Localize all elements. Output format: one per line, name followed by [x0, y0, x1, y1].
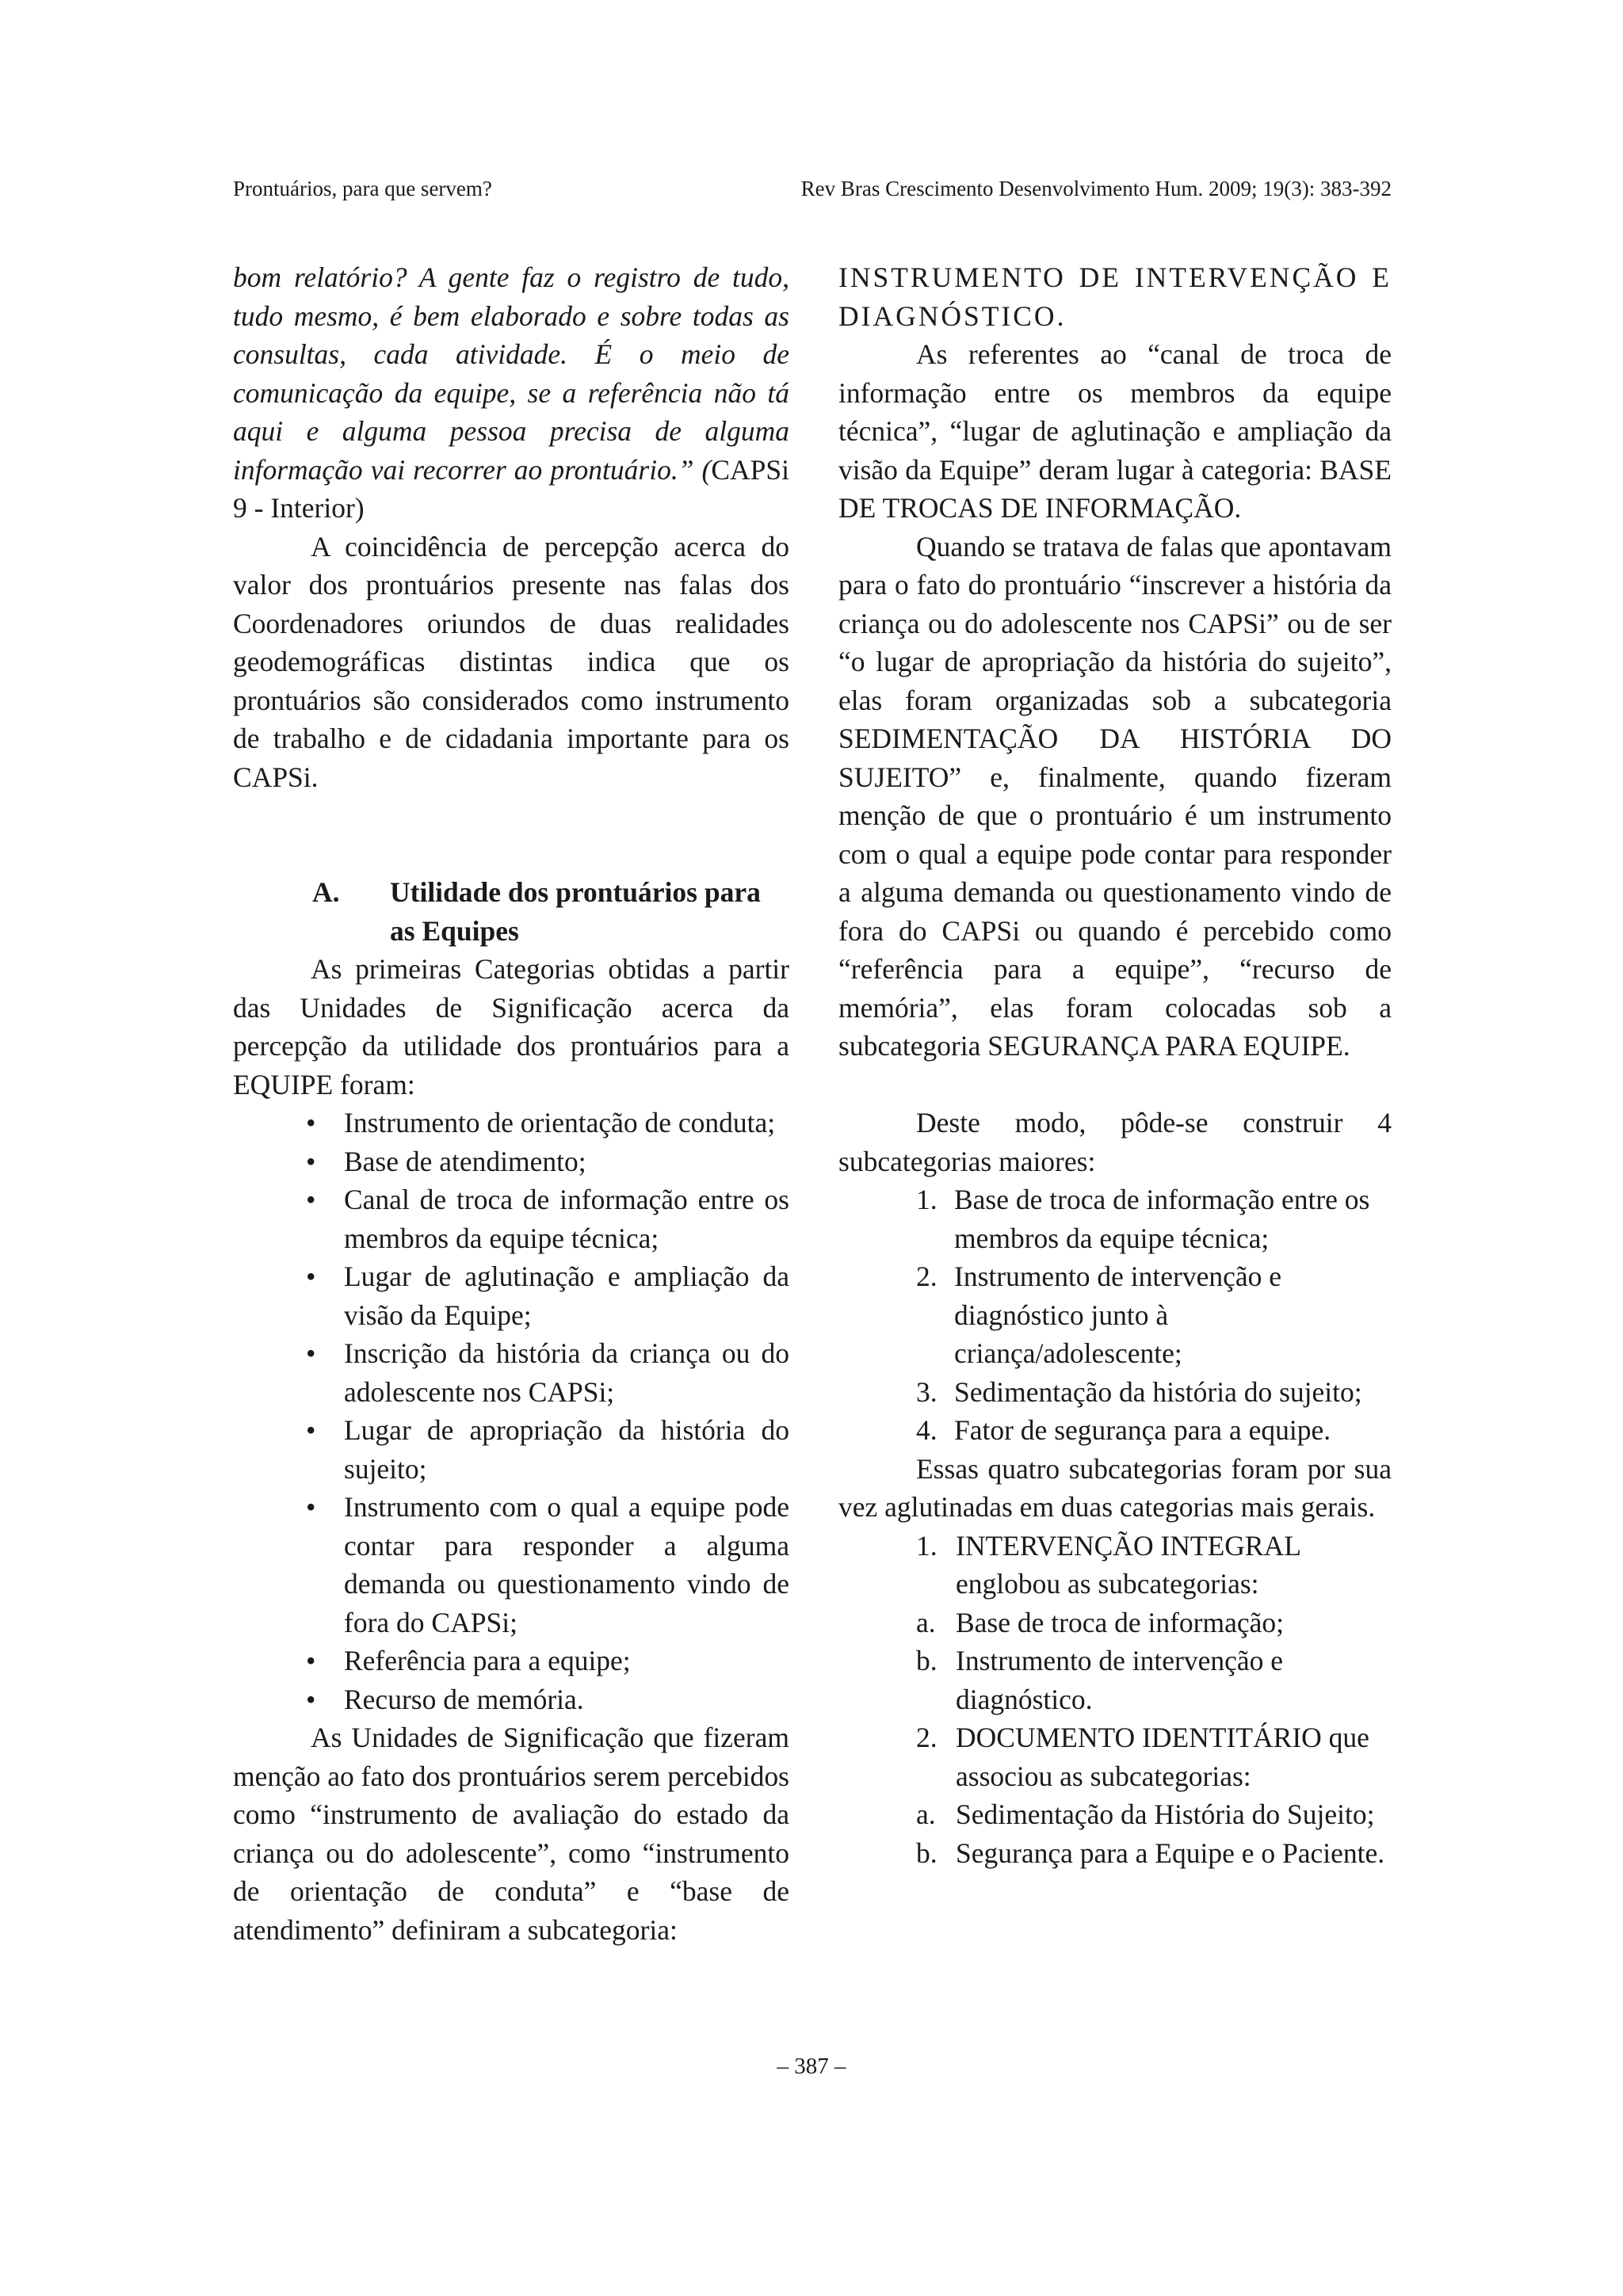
list-item-text: Instrumento de intervenção e diagnóstico. — [956, 1645, 1284, 1715]
list-item — [916, 1257, 1392, 1373]
body-paragraph: As Unidades de Significação que fizeram menção ao fato dos prontuários serem percebidos como “instrumento de avaliação do estado da criança ou do adolescente”, como “instrumento de orientação de conduta” e “base de atendimento” definiram a subcategoria: — [233, 1722, 789, 1946]
quote-text: bom relatório? A gente faz o registro de tudo, tudo mesmo, é bem elaborado e sobre todas as consultas, cada atividade. É o meio de comunicação da equipe, se a referência não tá aqui e alguma pessoa precisa de alguma informação vai recorrer ao prontuário.” ( — [233, 261, 789, 486]
section-title: Utilidade dos prontuários para as Equipes — [390, 876, 761, 947]
bullet-icon: • — [306, 1261, 316, 1292]
list-item-text: Lugar de aglutinação e ampliação da visão da Equipe; — [344, 1261, 789, 1331]
list-item — [916, 1604, 1392, 1642]
list-item-text: Instrumento com o qual a equipe pode contar para responder a alguma demanda ou questionamento vindo de fora do CAPSi; — [344, 1491, 789, 1638]
list-number: 3. — [916, 1375, 938, 1408]
section-heading — [312, 873, 789, 950]
categories-groups-list — [916, 1527, 1392, 1873]
list-item-text: Referência para a equipe; — [344, 1645, 631, 1676]
list-number: 1. — [916, 1184, 938, 1215]
page-number: – 387 – — [777, 2054, 846, 2079]
list-item — [916, 1411, 1392, 1450]
list-marker: a. — [916, 1606, 936, 1638]
list-item — [306, 1180, 789, 1257]
list-item — [306, 1334, 789, 1411]
body-paragraph: Deste modo, pôde-se construir 4 subcategorias maiores: — [838, 1107, 1392, 1177]
list-item — [306, 1257, 789, 1334]
right-column — [838, 258, 1392, 1872]
list-item-text: Inscrição da história da criança ou do adolescente nos CAPSi; — [344, 1337, 789, 1408]
list-item-text: Sedimentação da História do Sujeito; — [956, 1798, 1375, 1830]
list-item-text: Recurso de memória. — [344, 1683, 584, 1715]
list-item-text: Segurança para a Equipe e o Paciente. — [956, 1836, 1385, 1869]
bullet-icon: • — [306, 1184, 316, 1215]
list-item — [916, 1373, 1392, 1412]
list-item — [916, 1180, 1392, 1257]
list-item — [306, 1411, 789, 1488]
running-header — [233, 173, 1392, 204]
list-marker: 2. — [916, 1722, 938, 1753]
list-item — [306, 1642, 789, 1680]
bullet-icon: • — [306, 1107, 316, 1138]
list-item-text: INTERVENÇÃO INTEGRAL englobou as subcategorias: — [956, 1529, 1300, 1600]
body-paragraph: As primeiras Categorias obtidas a partir das Unidades de Significação acerca da percepção da utilidade dos prontuários para a EQUIPE foram: — [233, 953, 789, 1100]
list-item-text: Instrumento de intervenção e diagnóstico junto à criança/adolescente; — [954, 1261, 1282, 1369]
list-item — [916, 1527, 1392, 1604]
list-number: 2. — [916, 1261, 938, 1292]
list-item-text: DOCUMENTO IDENTITÁRIO que associou as subcategorias: — [956, 1722, 1369, 1792]
list-number: 4. — [916, 1414, 938, 1446]
list-item — [916, 1795, 1392, 1834]
list-item — [916, 1834, 1392, 1873]
section-letter: A. — [312, 876, 340, 908]
list-item — [916, 1718, 1392, 1795]
body-paragraph: Essas quatro subcategorias foram por sua vez aglutinadas em duas categorias mais gerais. — [838, 1452, 1392, 1523]
bullet-icon: • — [306, 1491, 316, 1523]
list-item-text: Base de atendimento; — [344, 1145, 586, 1177]
list-item-text: Canal de troca de informação entre os membros da equipe técnica; — [344, 1184, 789, 1254]
list-item — [306, 1104, 789, 1142]
body-paragraph: A coincidência de percepção acerca do valor dos prontuários presente nas falas dos Coordenadores oriundos de duas realidades geodemográficas distintas indica que os prontuários são considerados como instrumento de trabalho e de cidadania importante para os CAPSi. — [233, 530, 789, 793]
list-item — [916, 1642, 1392, 1718]
bullet-icon: • — [306, 1683, 316, 1715]
list-item — [306, 1680, 789, 1719]
quote-source: CAPSi 9 - Interior) — [233, 453, 789, 524]
subcategories-list — [916, 1180, 1392, 1450]
categories-list — [306, 1104, 789, 1718]
list-item — [306, 1142, 789, 1181]
list-item-text: Fator de segurança para a equipe. — [954, 1414, 1331, 1446]
list-marker: a. — [916, 1798, 936, 1830]
subcategory-heading: INSTRUMENTO DE INTERVENÇÃO E DIAGNÓSTICO. — [838, 261, 1392, 332]
header-article-title: Prontuários, para que servem? — [233, 177, 492, 200]
body-paragraph: As referentes ao “canal de troca de informação entre os membros da equipe técnica”, “lugar de aglutinação e ampliação da visão da Equipe” deram lugar à categoria: BASE DE TROCAS DE INFORMAÇÃO. — [838, 338, 1392, 524]
bullet-icon: • — [306, 1645, 316, 1676]
list-marker: b. — [916, 1645, 938, 1676]
bullet-icon: • — [306, 1414, 316, 1446]
list-item-text: Instrumento de orientação de conduta; — [344, 1107, 776, 1138]
list-marker: b. — [916, 1836, 938, 1869]
list-item — [306, 1488, 789, 1642]
body-paragraph: Quando se tratava de falas que apontavam para o fato do prontuário “inscrever a história da criança ou do adolescente nos CAPSi” ou de ser “o lugar de apropriação da história do sujeito”, elas foram organizadas sob a subcategoria SEDIMENTAÇÃO DA HISTÓRIA DO SUJEITO” e, finalmente, quando fizeram menção de que o prontuário é um instrumento com o qual a equipe pode contar para responder a alguma demanda ou questionamento vindo de fora do CAPSi ou quando é percebido como “referência para a equipe”, “recurso de memória”, elas foram colocadas sob a subcategoria SEGURANÇA PARA EQUIPE. — [838, 530, 1392, 1062]
paragraph-gap — [838, 1066, 1392, 1104]
list-item-text: Sedimentação da história do sujeito; — [954, 1375, 1362, 1408]
list-item-text: Base de troca de informação; — [956, 1606, 1284, 1638]
list-item-text: Lugar de apropriação da história do sujeito; — [344, 1414, 789, 1485]
bullet-icon: • — [306, 1145, 316, 1177]
list-marker: 1. — [916, 1529, 938, 1562]
interview-quote — [233, 258, 789, 528]
bullet-icon: • — [306, 1337, 316, 1369]
left-column — [233, 258, 789, 1949]
header-journal-citation: Rev Bras Crescimento Desenvolvimento Hum. 2009; 19(3): 383-392 — [800, 177, 1392, 200]
list-item-text: Base de troca de informação entre os membros da equipe técnica; — [954, 1184, 1370, 1254]
